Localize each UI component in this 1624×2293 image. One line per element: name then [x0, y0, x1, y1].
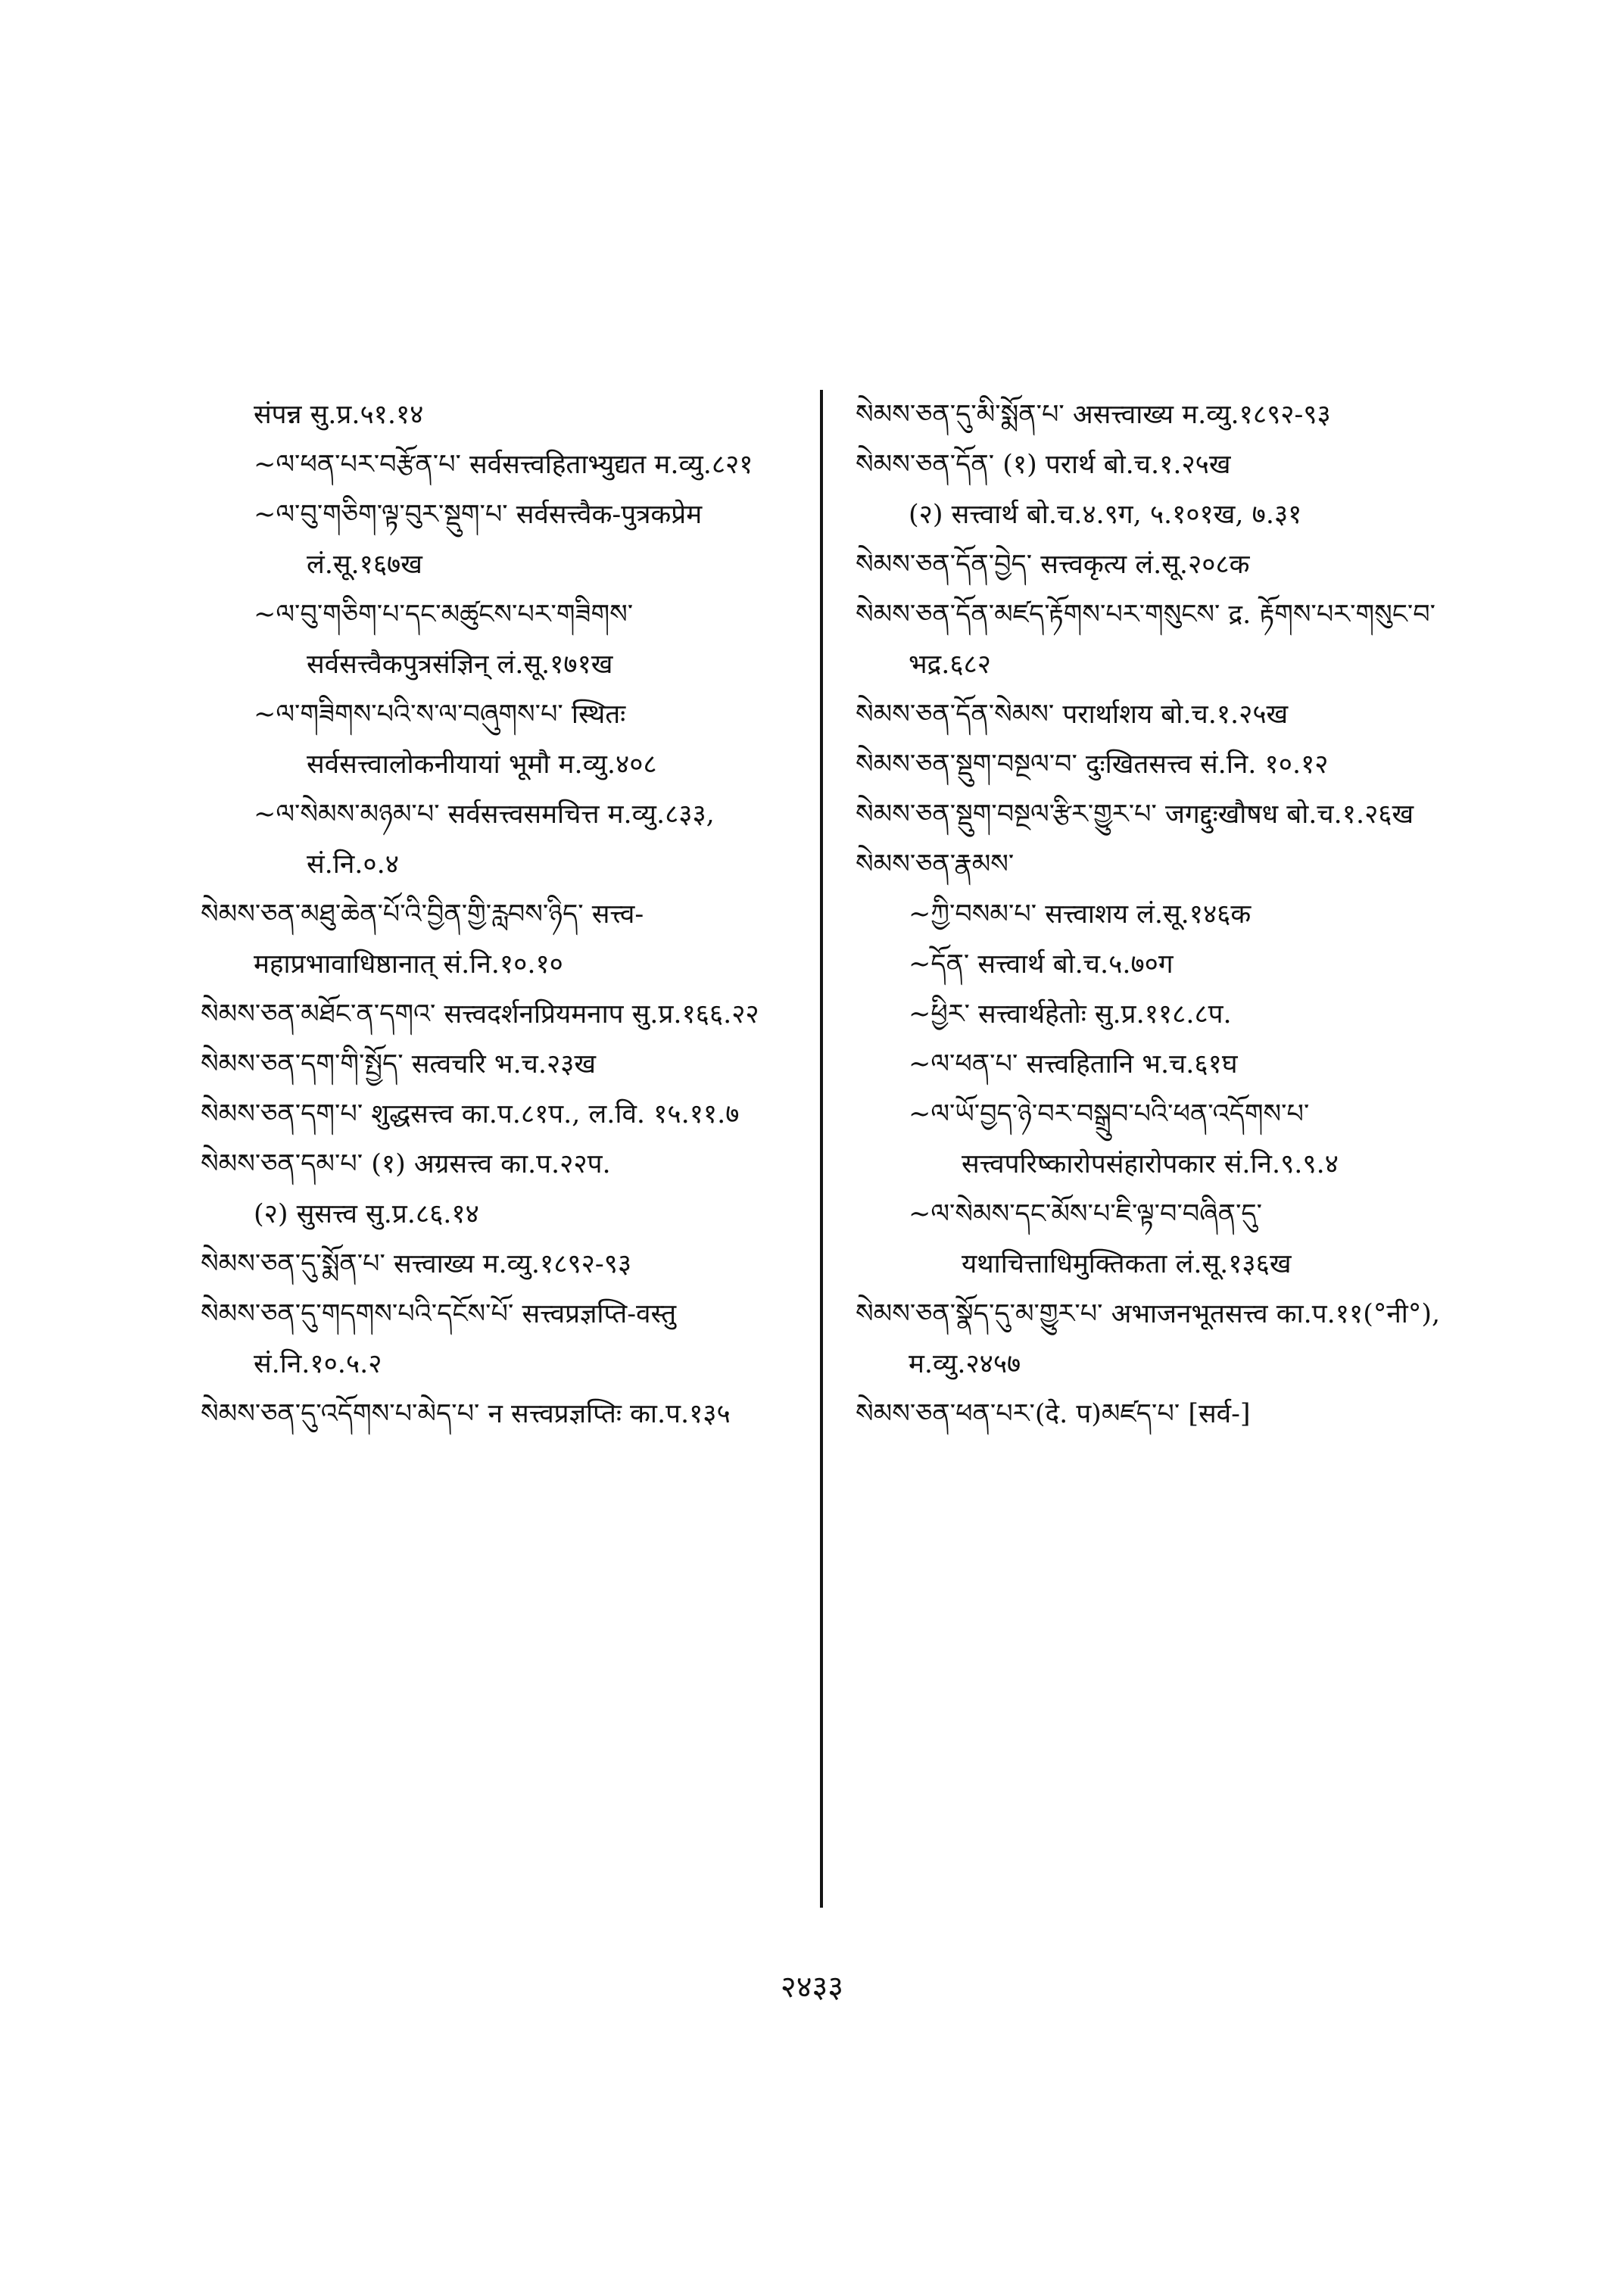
- dictionary-entry: ~ལ་ཡོ་བྱད་ཉེ་བར་བསྒྲུབ་པའི་ཕན་འདོགས་པ་ सत्त्वपरिष्कारोपसंहारोपकार सं.नि.९.९.४: [909, 1099, 1339, 1179]
- dictionary-entry: སེམས་ཅན་སྡུག་བསྔལ་རྩིར་གྱུར་པ་ जगद्दुःखौषध बो.च.१.२६ख: [856, 799, 1414, 830]
- dictionary-entry: སེམས་ཅན་དུ་གདགས་པའི་དངོས་པོ་ सत्त्वप्रज्ञप्ति-वस्तु सं.नि.१०.५.२: [201, 1299, 677, 1379]
- page-number: २४३३: [780, 1970, 844, 2005]
- dictionary-entry: སེམས་ཅན་དུ་མི་སྨོན་པ་ असत्त्वाख्य म.व्यु.१८९२-९३: [856, 400, 1331, 430]
- dictionary-entry: ~ལ་སེམས་དང་མོས་པ་ཇི་ལྟ་བ་བཞིན་དུ་ यथाचित्ताधिमुक्तिकता लं.सू.१३६ख: [909, 1199, 1292, 1279]
- dictionary-entry: སེམས་ཅན་དོན་མཛད་རྟོགས་པར་གསུངས་ द्र. རྟོགས་པར་གསུང་བ་ भद्र.६८२: [856, 600, 1436, 680]
- dictionary-entry: ~ལ་བུ་གཅིག་ལྟ་བུར་སྡུག་པ་ सर्वसत्त्वैक-पुत्रकप्रेम लं.सू.१६७ख: [254, 500, 703, 580]
- dictionary-entry: སེམས་ཅན་དུ་འདོགས་པ་མེད་པ་ न सत्त्वप्रज्ञप्तिः का.प.१३५: [201, 1399, 731, 1429]
- dictionary-entry: སེམས་ཅན་སྡུག་བསྔལ་བ་ दुःखितसत्त्व सं.नि. १०.१२: [856, 749, 1329, 780]
- dictionary-entry: ~ལ་བུ་གཅིག་པ་དང་མཚུངས་པར་གཟིགས་ सर्वसत्त्वैकपुत्रसंज्ञिन् लं.सू.१७१ख: [254, 600, 634, 680]
- dictionary-entry: ~དོན་ सत्त्वार्थ बो.च.५.७०ग: [909, 949, 1174, 980]
- dictionary-entry: སེམས་ཅན་དོན་སེམས་ परार्थाशय बो.च.१.२५ख: [856, 699, 1289, 730]
- dictionary-entry: ~ཀྱི་བསམ་པ་ सत्त्वाशय लं.सू.१४६क: [909, 899, 1252, 930]
- dictionary-entry: संपन्न सु.प्र.५१.१४: [254, 400, 424, 430]
- dictionary-entry: སེམས་ཅན་དམ་པ་ (१) अग्रसत्त्व का.प.२२प.: [201, 1149, 611, 1179]
- dictionary-entry: སེམས་ཅན་དག་པ་ शुद्धसत्त्व का.प.८१प., ल.वि. १५.११.७: [201, 1099, 740, 1129]
- dictionary-entry: སེམས་ཅན་ཕན་པར་(दे. प)མཛད་པ་ [सर्व-]: [856, 1399, 1251, 1429]
- dictionary-entry: སེམས་ཅན་དོན་ (१) परार्थ बो.च.१.२५ख: [856, 450, 1231, 480]
- right-column: [856, 390, 1461, 1439]
- column-divider: [820, 390, 823, 1908]
- left-column: [201, 390, 791, 1439]
- dictionary-entry: སེམས་ཅན་རྣམས་: [856, 849, 1015, 880]
- dictionary-entry: སེམས་ཅན་དུ་སྨོན་པ་ सत्त्वाख्य म.व्यु.१८९२-९३: [201, 1249, 632, 1279]
- dictionary-entry: སེམས་ཅན་སྣོད་དུ་མ་གྱུར་པ་ अभाजनभूतसत्त्व का.प.११(°नी°), म.व्यु.२४५७: [856, 1299, 1441, 1379]
- dictionary-entry: སེམས་ཅན་དག་གི་སྤྱོད་ सत्वचरि भ.च.२३ख: [201, 1049, 596, 1080]
- dictionary-entry: ~ལ་ཕན་པ་ सत्त्वहितानि भ.च.६१घ: [909, 1049, 1238, 1080]
- dictionary-entry: ~ལ་སེམས་མཉམ་པ་ सर्वसत्त्वसमचित्त म.व्यु.८३३, सं.नि.०.४: [254, 799, 715, 880]
- dictionary-entry: ~ལ་གཟིགས་པའི་ས་ལ་བཞུགས་པ་ स्थितः सर्वसत्त्वालोकनीयायां भूमौ म.व्यु.४०८: [254, 699, 657, 780]
- dictionary-entry: ~ཕྱིར་ सत्त्वार्थहेतोः सु.प्र.११८.८प.: [909, 999, 1232, 1030]
- dictionary-entry: སེམས་ཅན་དོན་བྱེད་ सत्त्वकृत्य लं.सू.२०८क: [856, 550, 1250, 580]
- dictionary-entry: (२) सुसत्त्व सु.प्र.८६.१४: [254, 1199, 479, 1229]
- dictionary-entry: (२) सत्त्वार्थ बो.च.४.९ग, ५.१०१ख, ७.३१: [909, 500, 1302, 530]
- dictionary-entry: ~ལ་ཕན་པར་བརྩོན་པ་ सर्वसत्त्वहिताभ्युद्यत म.व्यु.८२१: [254, 450, 753, 480]
- dictionary-entry: སེམས་ཅན་མཐུ་ཆེན་པོ་འི་བྱིན་གྱི་རླབས་ཉིད་ सत्त्व-महाप्रभावाधिष्ठानात् सं.नि.१०.१०: [201, 899, 644, 980]
- dictionary-entry: སེམས་ཅན་མཐོང་ན་དགའ་ सत्त्वदर्शनप्रियमनाप सु.प्र.१६६.२२: [201, 999, 759, 1030]
